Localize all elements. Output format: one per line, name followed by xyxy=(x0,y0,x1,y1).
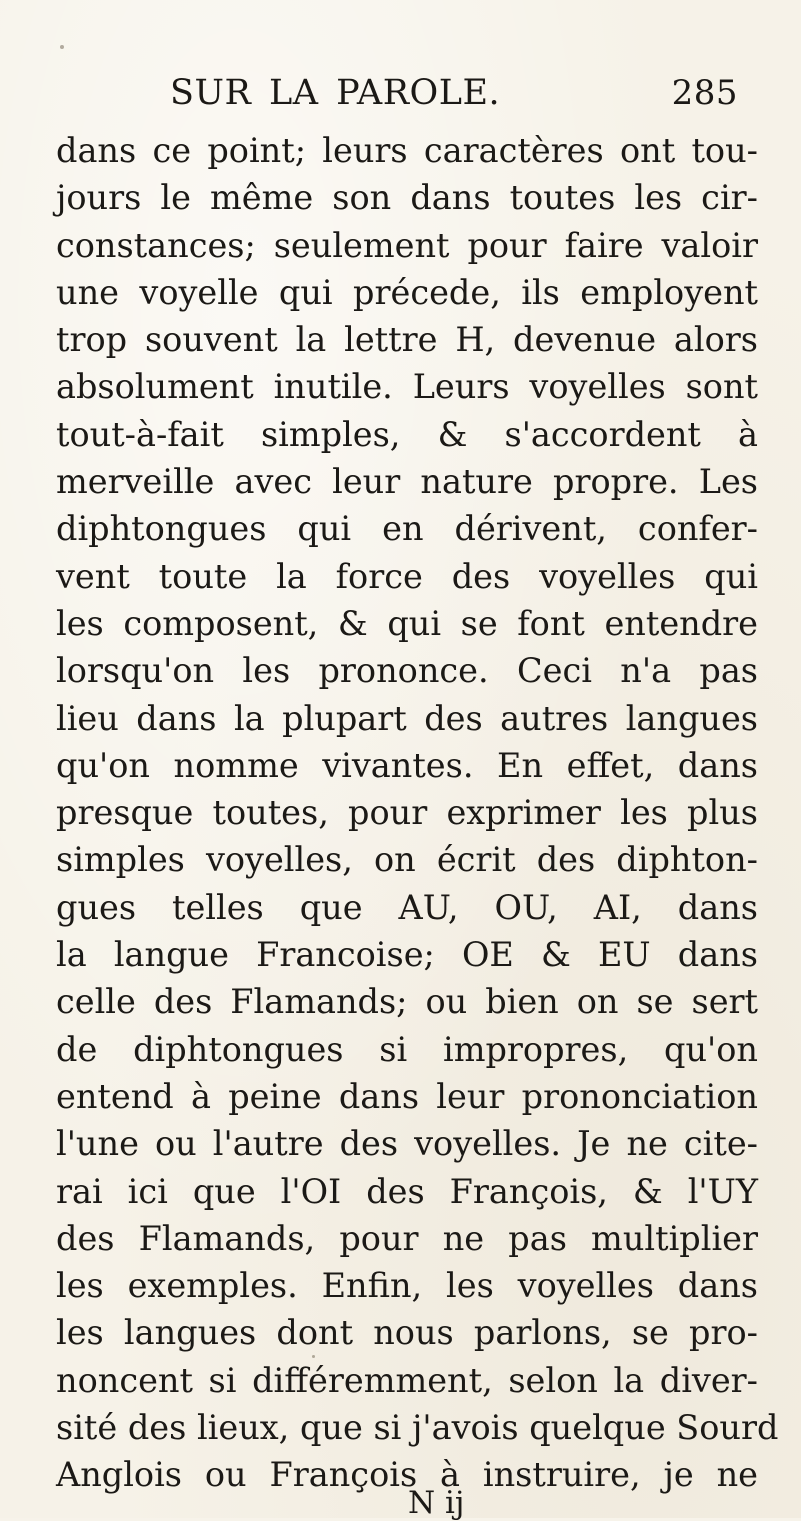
text-line: de diphtongues si impropres, qu'on xyxy=(56,1029,758,1069)
text-line: absolument inutile. Leurs voyelles sont xyxy=(56,367,758,407)
text-line: les exemples. Enfin, les voyelles dans xyxy=(56,1266,758,1306)
text-line: trop souvent la lettre H, devenue alors xyxy=(56,320,758,360)
text-line: Anglois ou François à instruire, je ne xyxy=(56,1455,758,1495)
text-line: gues telles que AU, OU, AI, dans xyxy=(56,887,758,927)
running-head xyxy=(170,67,750,119)
text-line: sité des lieux, que si j'avois quelque Sourd xyxy=(56,1408,779,1448)
text-line: noncent si différemment, selon la diver- xyxy=(56,1360,758,1400)
text-line: tout-à-fait simples, & s'accordent à xyxy=(56,414,758,454)
text-line: une voyelle qui précede, ils employent xyxy=(56,272,758,312)
text-line: lorsqu'on les prononce. Ceci n'a pas xyxy=(56,651,758,691)
text-line: l'une ou l'autre des voyelles. Je ne cite- xyxy=(56,1124,758,1164)
body-text xyxy=(56,127,779,1499)
text-line: vent toute la force des voyelles qui xyxy=(56,556,758,596)
text-line: dans ce point; leurs caractères ont tou- xyxy=(56,131,758,170)
page-number: 285 xyxy=(671,73,738,113)
text-line: qu'on nomme vivantes. En effet, dans xyxy=(56,745,758,785)
text-line: les composent, & qui se font entendre xyxy=(56,603,758,643)
text-line: les langues dont nous parlons, se pro- xyxy=(56,1313,758,1353)
signature-line xyxy=(408,1485,465,1521)
text-line: rai ici que l'OI des François, & l'UY xyxy=(56,1171,758,1211)
text-line: simples voyelles, on écrit des diphton- xyxy=(56,840,758,880)
text-line: diphtongues qui en dérivent, confer- xyxy=(56,509,758,549)
text-line: presque toutes, pour exprimer les plus xyxy=(56,793,758,833)
text-line: celle des Flamands; ou bien on se sert xyxy=(56,982,758,1022)
paper-speck xyxy=(312,1355,315,1358)
text-line: lieu dans la plupart des autres langues xyxy=(56,698,758,738)
text-line: entend à peine dans leur prononciation xyxy=(56,1076,758,1116)
text-line: jours le même son dans toutes les cir- xyxy=(56,178,758,218)
text-line: constances; seulement pour faire valoir xyxy=(56,225,758,265)
text-line: merveille avec leur nature propre. Les xyxy=(56,462,758,502)
text-line: la langue Francoise; OE & EU dans xyxy=(56,935,758,975)
paper-speck xyxy=(60,45,64,49)
text-line: des Flamands, pour ne pas multiplier xyxy=(56,1218,758,1258)
signature-text: N ij xyxy=(408,1485,465,1521)
running-title: SUR LA PAROLE. xyxy=(170,73,501,113)
